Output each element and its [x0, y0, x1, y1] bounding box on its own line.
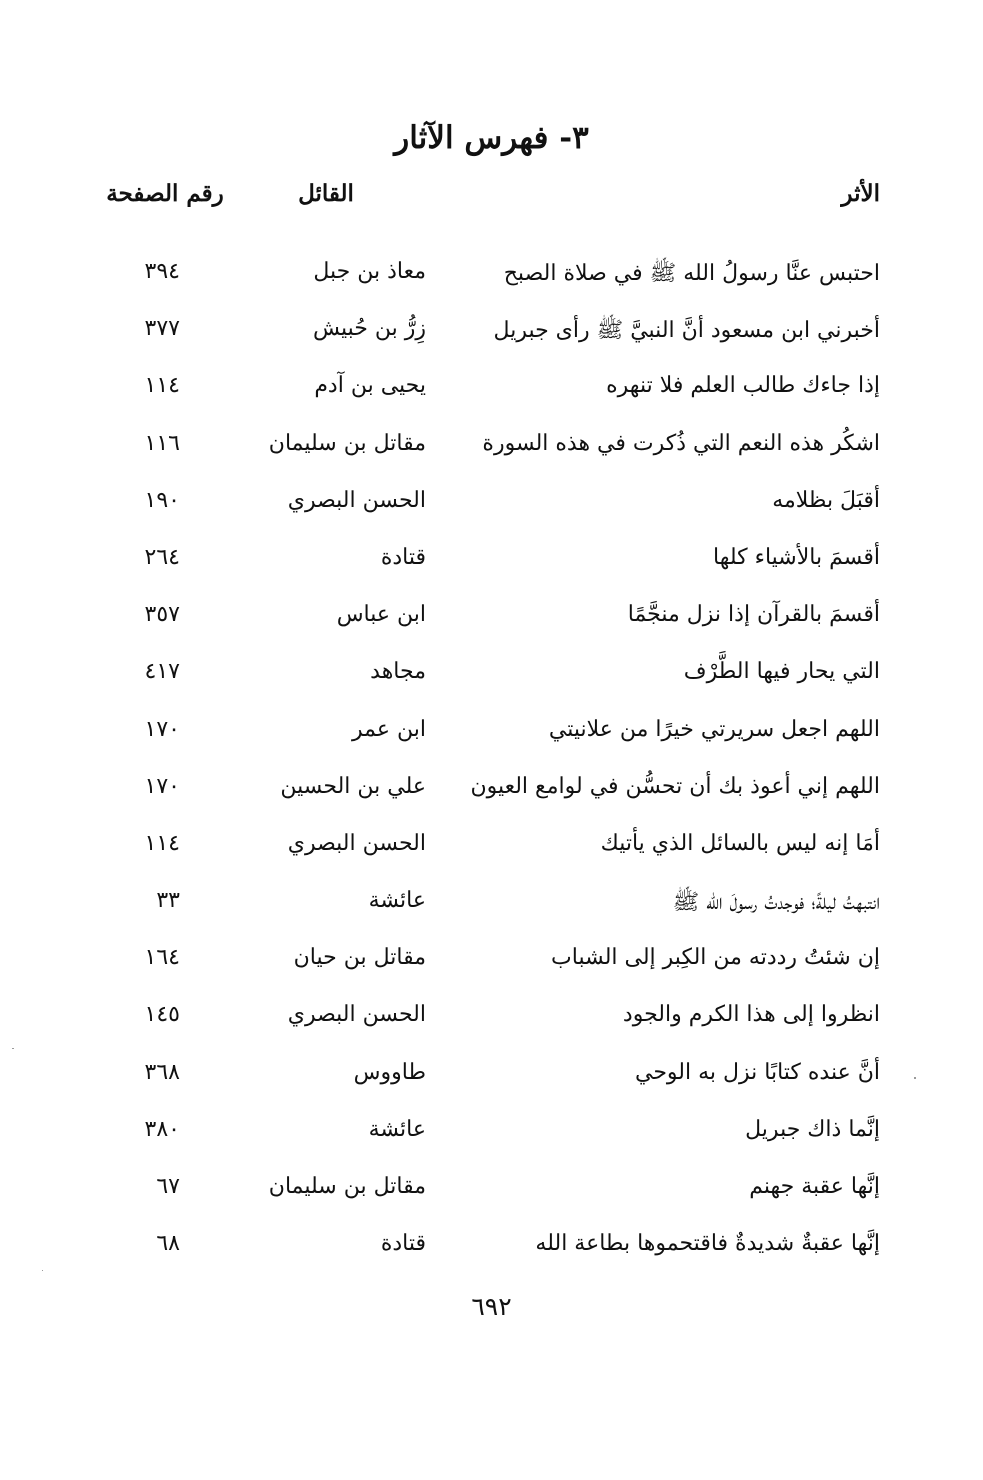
- header-athar: الأثر: [841, 180, 880, 207]
- athar-text: إنَّها عقبة جهنم: [749, 1174, 880, 1199]
- qail-name: الحسن البصري: [287, 487, 426, 513]
- table-row: [0, 713, 983, 770]
- athar-text: إنَّها عقبةٌ شديدةٌ فاقتحموها بطاعة الله: [535, 1231, 880, 1257]
- table-row: [0, 255, 983, 312]
- table-row: [0, 1170, 983, 1227]
- page-reference: ١٩٠: [144, 487, 180, 513]
- athar-text: أنَّ عنده كتابًا نزل به الوحي: [635, 1059, 880, 1085]
- page-reference: ٢٦٤: [144, 544, 180, 570]
- page-reference: ١١٤: [144, 830, 180, 856]
- athar-text: أقبَلَ بظلامه: [772, 487, 880, 513]
- qail-name: قتادة: [380, 544, 426, 570]
- table-row: [0, 312, 983, 369]
- athar-text: أمَا إنه ليس بالسائل الذي يأتيك: [600, 830, 880, 856]
- table-row: [0, 484, 983, 541]
- athar-text: انتبهتُ ليلةً؛ فوجدتُ رسولَ الله ﷺ: [672, 890, 880, 916]
- athar-text: اللهم اجعل سريرتي خيرًا من علانيتي: [548, 716, 880, 742]
- qail-name: علي بن الحسين: [280, 773, 426, 799]
- athar-text: أخبرني ابن مسعود أنَّ النبيَّ ﷺ رأى جبريل: [493, 318, 880, 344]
- qail-name: مقاتل بن سليمان: [268, 1174, 426, 1199]
- page-reference: ٦٧: [156, 1174, 180, 1199]
- athar-text: إنَّما ذاك جبريل: [745, 1116, 880, 1142]
- table-row: [0, 1113, 983, 1170]
- page-reference: ١١٦: [144, 430, 180, 456]
- athar-text: اللهم إني أعوذ بك أن تحسُّن في لوامع العيون: [470, 773, 880, 799]
- qail-name: مقاتل بن سليمان: [268, 430, 426, 456]
- scan-edge-mark: [914, 1077, 916, 1079]
- index-title: ٣- فهرس الآثار: [394, 120, 589, 156]
- table-row: [0, 369, 983, 426]
- qail-name: يحيى بن آدم: [314, 373, 426, 399]
- table-row: [0, 998, 983, 1055]
- qail-name: معاذ بن جبل: [313, 259, 426, 284]
- qail-name: الحسن البصري: [287, 830, 426, 856]
- table-row: [0, 827, 983, 884]
- qail-name: ابن عباس: [336, 602, 426, 628]
- table-row: [0, 770, 983, 827]
- page-reference: ٣٨٠: [144, 1116, 180, 1142]
- page-reference: ١٤٥: [144, 1002, 180, 1028]
- athar-text: أقسمَ بالأشياء كلها: [713, 544, 880, 570]
- table-row: [0, 541, 983, 598]
- page-reference: ٣٣: [156, 888, 180, 914]
- page-reference: ١٧٠: [144, 716, 180, 742]
- table-row: [0, 1056, 983, 1113]
- page-reference: ٣٦٨: [144, 1059, 180, 1085]
- qail-name: زِرُّ بن حُبيش: [312, 316, 426, 342]
- athar-text: أقسمَ بالقرآن إذا نزل منجَّمًا: [627, 602, 880, 628]
- qail-name: مقاتل بن حيان: [293, 945, 426, 971]
- page-reference: ٣٧٧: [144, 316, 180, 342]
- page-reference: ٦٨: [156, 1231, 180, 1257]
- scan-edge-mark: [12, 1048, 14, 1049]
- qail-name: قتادة: [380, 1231, 426, 1257]
- header-qail: القائل: [298, 180, 354, 207]
- page-reference: ١٧٠: [144, 773, 180, 799]
- table-header: [0, 180, 983, 220]
- page-reference: ١٦٤: [144, 945, 180, 971]
- scan-edge-mark: [42, 1270, 43, 1271]
- qail-name: ابن عمر: [352, 716, 426, 742]
- table-row: [0, 1227, 983, 1284]
- athar-index-list: [0, 255, 983, 1284]
- table-row: [0, 427, 983, 484]
- athar-text: انظروا إلى هذا الكرم والجود: [622, 1002, 880, 1028]
- qail-name: مجاهد: [370, 659, 426, 685]
- table-row: [0, 655, 983, 712]
- page-number: ٦٩٢: [471, 1292, 512, 1321]
- table-row: [0, 884, 983, 941]
- table-row: [0, 598, 983, 655]
- qail-name: الحسن البصري: [287, 1002, 426, 1028]
- athar-text: اشكُر هذه النعم التي ذُكرت في هذه السورة: [482, 430, 880, 456]
- qail-name: عائشة: [368, 888, 426, 914]
- page-reference: ٣٩٤: [144, 259, 180, 284]
- page-reference: ٣٥٧: [144, 602, 180, 628]
- qail-name: طاووس: [353, 1059, 426, 1085]
- page-reference: ١١٤: [144, 373, 180, 399]
- qail-name: عائشة: [368, 1116, 426, 1142]
- athar-text: احتبس عنَّا رسولُ الله ﷺ في صلاة الصبح: [503, 261, 880, 286]
- page-reference: ٤١٧: [144, 659, 180, 685]
- athar-text: إن شئتُ رددته من الكِبر إلى الشباب: [551, 945, 880, 971]
- athar-text: التي يحار فيها الطَّرْف: [683, 659, 880, 685]
- table-row: [0, 941, 983, 998]
- athar-text: إذا جاءك طالب العلم فلا تنهره: [606, 373, 880, 399]
- header-page-number: رقم الصفحة: [106, 180, 224, 207]
